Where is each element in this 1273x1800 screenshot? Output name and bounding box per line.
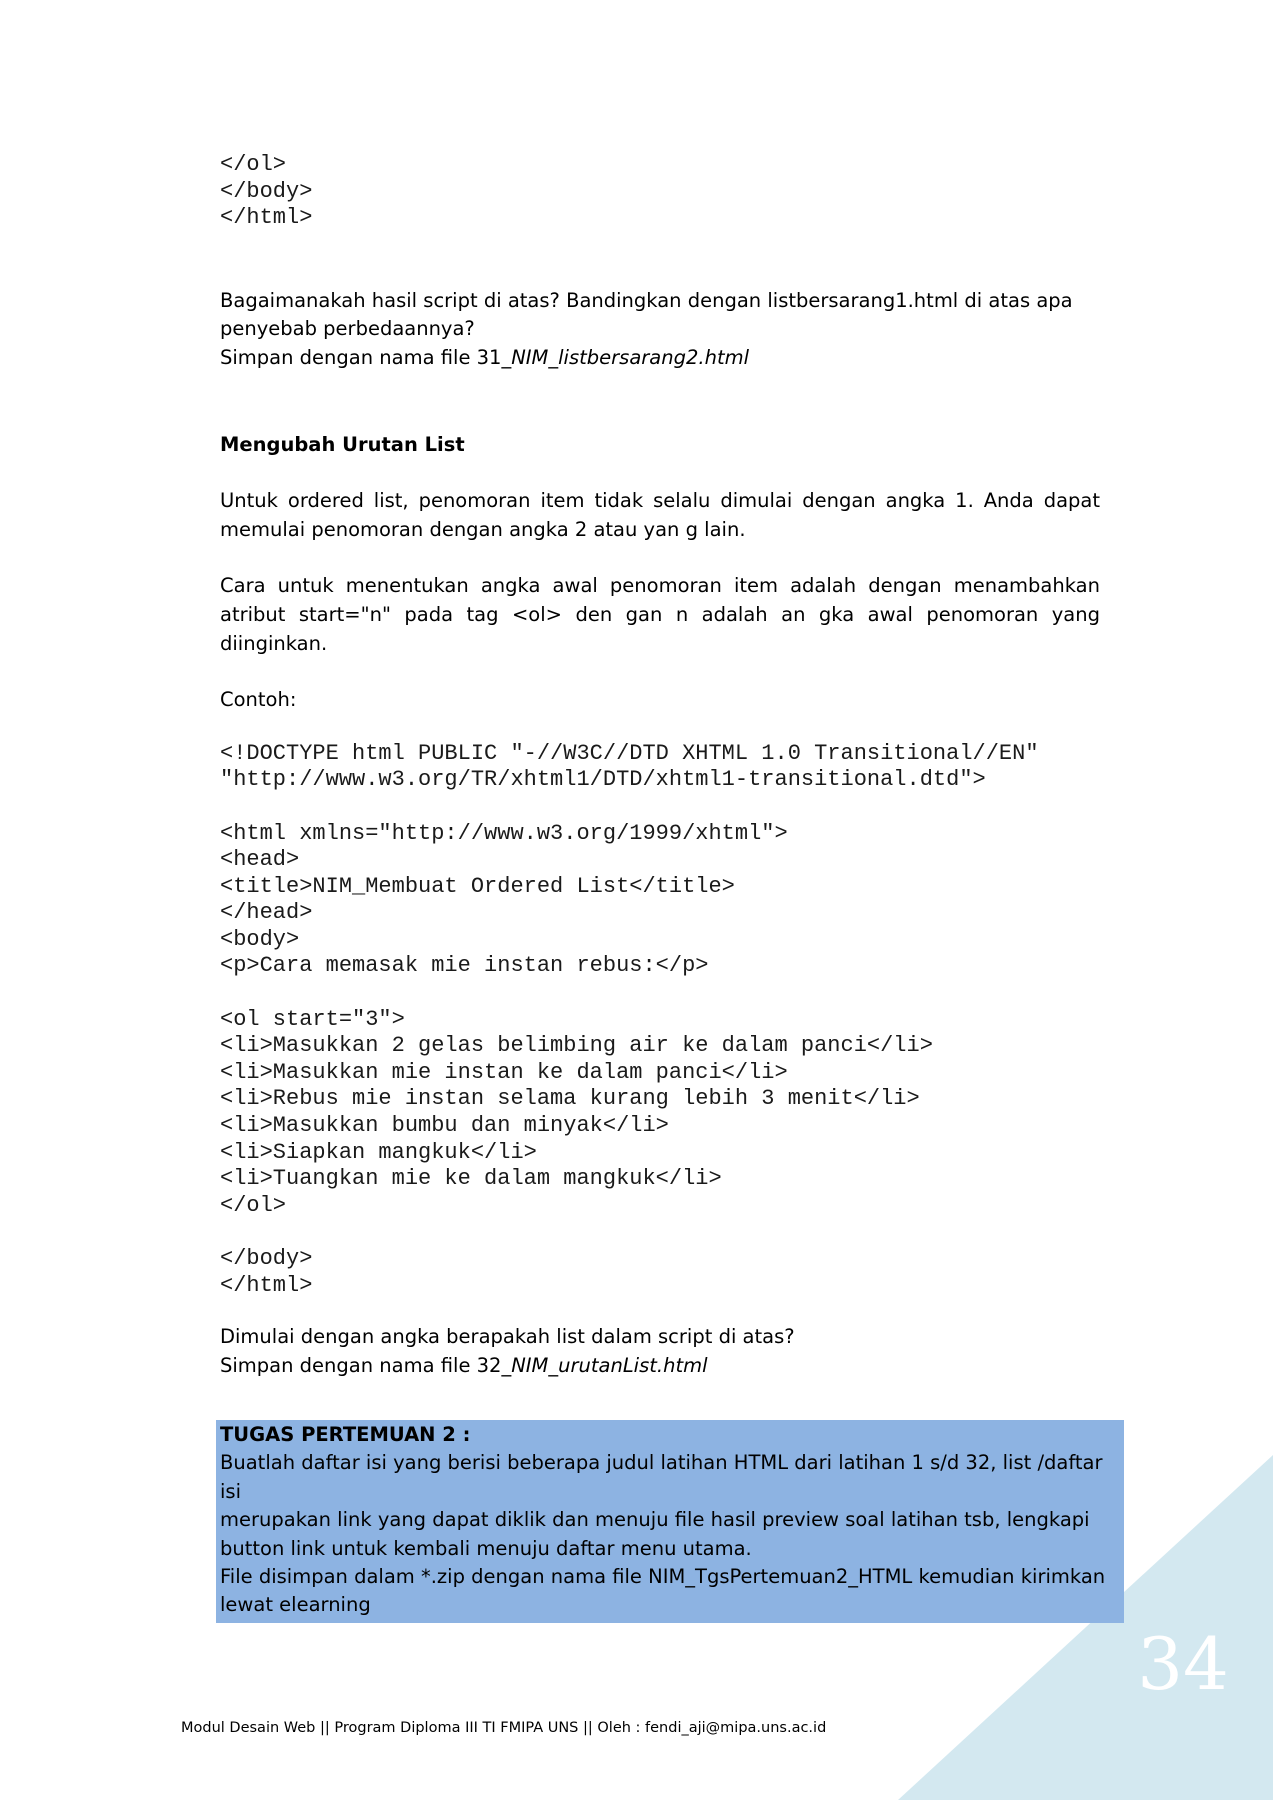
save-instruction-32	[220, 1352, 1100, 1381]
section-paragraph-2: Cara untuk menentukan angka awal penomoran item adalah dengan menambahkan atribut start="n" pada tag <ol> den gan n adalah an gka awal penomoran yang diinginkan.	[220, 574, 1100, 655]
code-block-closing-tags	[220, 152, 1100, 232]
section-paragraph-1: Untuk ordered list, penomoran item tidak selalu dimulai dengan angka 1. Anda dapat memulai penomoran dengan angka 2 atau yan g lain.	[220, 489, 1100, 541]
code-line: </head>	[220, 900, 313, 926]
code-line: "http://www.w3.org/TR/xhtml1/DTD/xhtml1-transitional.dtd">	[220, 767, 986, 793]
task-line-4: File disimpan dalam *.zip dengan nama file NIM_TgsPertemuan2_HTML kemudian kirimkan	[220, 1565, 1106, 1589]
code-line: <!DOCTYPE html PUBLIC "-//W3C//DTD XHTML 1.0 Transitional//EN"	[220, 740, 1039, 766]
code-line: <title>NIM_Membuat Ordered List</title>	[220, 873, 735, 899]
save-filename: NIM_urutanList.html	[511, 1353, 708, 1377]
task-box	[216, 1420, 1124, 1623]
code-line: <body>	[220, 926, 300, 952]
code-line: <html xmlns="http://www.w3.org/1999/xhtml">	[220, 820, 788, 846]
example-label: Contoh:	[220, 688, 297, 712]
page-number: 34	[1137, 1622, 1229, 1706]
code-line: <p>Cara memasak mie instan rebus:</p>	[220, 953, 709, 979]
task-line-2: merupakan link yang dapat diklik dan menuju file hasil preview soal latihan tsb, lengkapi	[220, 1508, 1090, 1532]
code-line: </ol>	[220, 152, 287, 177]
code-block-example	[220, 741, 1100, 1299]
question-start-number	[220, 1323, 1100, 1380]
code-line: </body>	[220, 1246, 313, 1271]
code-line: <li>Siapkan mangkuk</li>	[220, 1139, 537, 1165]
task-line-1: Buatlah daftar isi yang berisi beberapa judul latihan HTML dari latihan 1 s/d 32, list /daftar isi	[220, 1451, 1103, 1503]
page-footer: Modul Desain Web || Program Diploma III TI FMIPA UNS || Oleh : fendi_aji@mipa.uns.ac.id	[181, 1720, 827, 1736]
code-line: <li>Rebus mie instan selama kurang lebih 3 menit</li>	[220, 1086, 920, 1112]
question-2-line: Dimulai dengan angka berapakah list dalam script di atas?	[220, 1325, 795, 1349]
save-prefix: Simpan dengan nama file 32_	[220, 1353, 512, 1377]
code-line: </html>	[220, 205, 313, 231]
task-line-3: button link untuk kembali menuju daftar menu utama.	[220, 1536, 752, 1560]
save-filename: NIM_listbersarang2.html	[511, 345, 749, 369]
section-heading: Mengubah Urutan List	[220, 432, 465, 456]
task-title: TUGAS PERTEMUAN 2 :	[220, 1423, 471, 1446]
save-prefix: Simpan dengan nama file 31_	[220, 345, 512, 369]
code-line: <li>Masukkan 2 gelas belimbing air ke dalam panci</li>	[220, 1033, 933, 1059]
question-listbersarang	[220, 287, 1100, 373]
task-line-5: lewat elearning	[220, 1593, 371, 1617]
page-content	[220, 152, 1100, 1380]
code-line: </html>	[220, 1272, 313, 1298]
code-line: </body>	[220, 178, 313, 204]
question-line-2: penyebab perbedaannya?	[220, 317, 475, 341]
code-line: </ol>	[220, 1192, 287, 1218]
code-line: <ol start="3">	[220, 1006, 405, 1032]
question-line-1: Bagaimanakah hasil script di atas? Bandingkan dengan listbersarang1.html di atas apa	[220, 288, 1073, 312]
code-line: <li>Masukkan mie instan ke dalam panci</li>	[220, 1059, 788, 1085]
code-line: <li>Tuangkan mie ke dalam mangkuk</li>	[220, 1166, 722, 1192]
save-instruction-31	[220, 344, 1100, 373]
code-line: <head>	[220, 847, 300, 873]
code-line: <li>Masukkan bumbu dan minyak</li>	[220, 1113, 669, 1139]
